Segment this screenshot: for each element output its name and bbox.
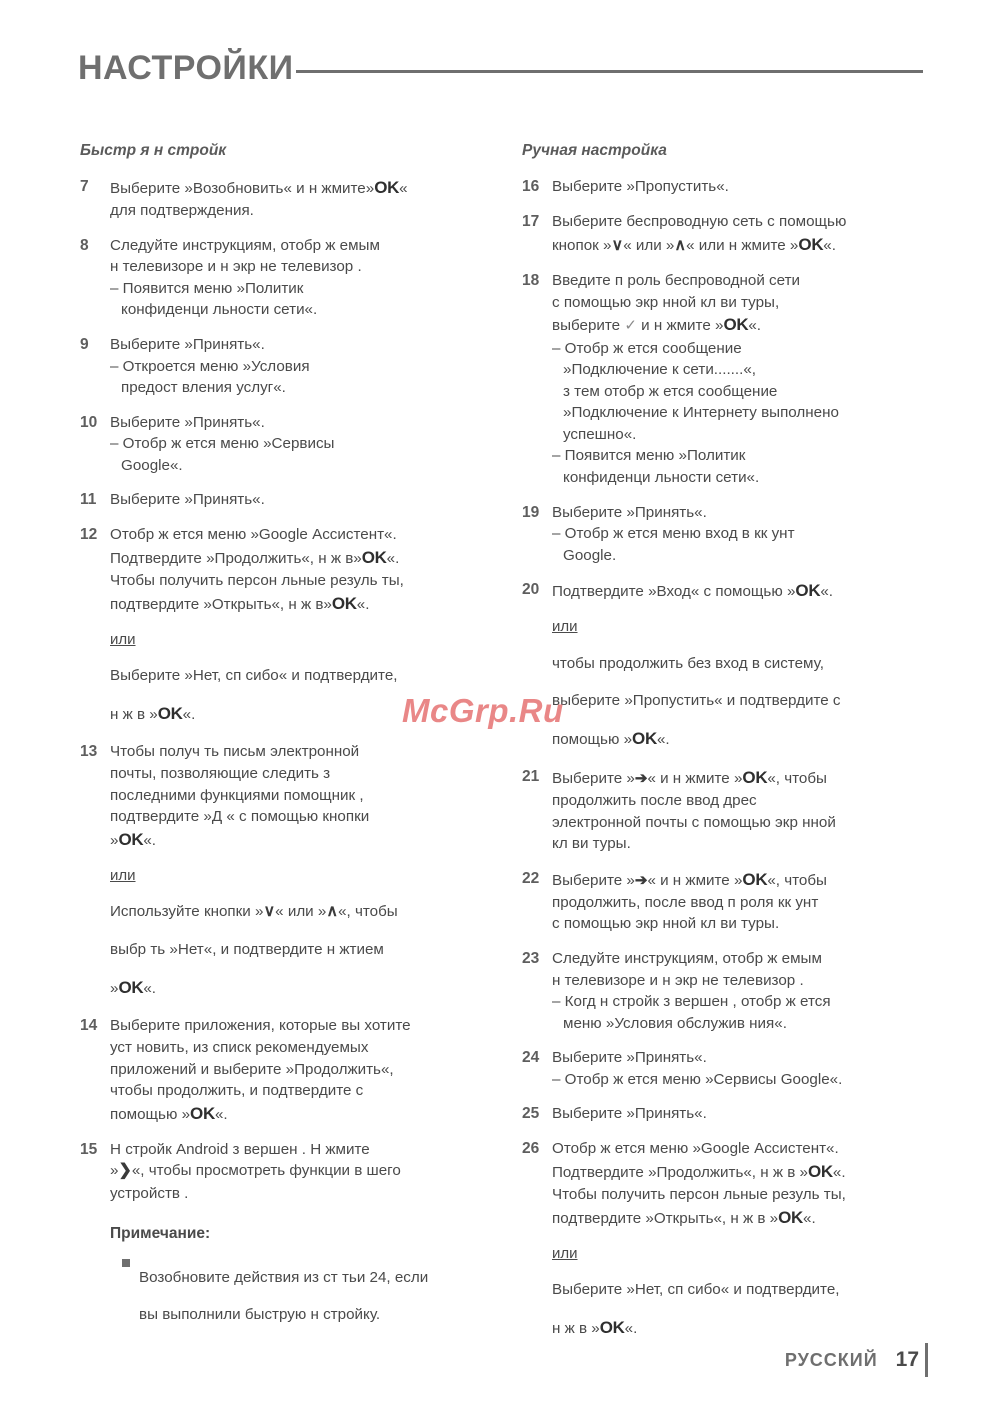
step-line: выбр ть »Нет«, и подтвердите н жтием — [110, 941, 384, 959]
step-text: Выберите »➔« и н жмите »OK«, чтобы продолжить после ввод дрес электронной почты с помощью экр нной кл ви туры. — [552, 766, 922, 855]
step-item — [522, 1138, 922, 1229]
step-text: Н стройк Android з вершен . Н жмите »❯«, чтобы просмотреть функции в шего устройств . — [110, 1139, 480, 1205]
step-line: н телевизоре и н экр не телевизор . — [552, 971, 804, 989]
step-number: 19 — [522, 503, 540, 521]
step-item — [522, 948, 922, 1034]
step-line: чтобы продолжить, и подтвердите с — [110, 1082, 364, 1100]
alternative-label: или — [110, 866, 136, 884]
step-item — [522, 502, 922, 567]
page-header — [78, 44, 923, 92]
step-line: продолжить после ввод дрес — [552, 791, 757, 809]
step-line: н телевизоре и н экр не телевизор . — [110, 258, 362, 276]
step-item — [80, 334, 480, 399]
chevron-right-icon: ❯ — [118, 1162, 132, 1180]
step-item — [522, 211, 922, 257]
step-line: электронной почты с помощью экр нной — [552, 813, 836, 831]
step-text: Выберите »Возобновить« и н жмите»OK« для подтверждения. — [110, 178, 408, 220]
step-text — [552, 1047, 922, 1090]
step-item — [80, 524, 480, 615]
step-number: 23 — [522, 949, 540, 967]
right-column-heading: Ручная настройка — [522, 142, 667, 159]
step-subline: – Откроется меню »Условия — [110, 357, 310, 375]
left-column — [80, 140, 480, 1340]
step-text — [552, 176, 922, 198]
footer-page-number: 17 — [895, 1348, 919, 1371]
step-item — [80, 1139, 480, 1205]
alternative-label: или — [552, 618, 578, 636]
chevron-down-icon: ∨ — [611, 236, 624, 254]
alternative-label: или — [552, 1244, 578, 1262]
step-number: 20 — [522, 581, 540, 599]
step-number: 26 — [522, 1140, 540, 1158]
step-subline: – Когд н стройк з вершен , отобр ж ется — [552, 993, 831, 1011]
step-line: продолжить, после ввод п роля кк унт — [552, 893, 819, 911]
step-item — [80, 176, 480, 222]
step-item — [80, 412, 480, 477]
step-number: 24 — [522, 1049, 540, 1067]
step-line: Выберите »Пропустить«. — [552, 178, 729, 195]
step-number: 12 — [80, 526, 98, 544]
step-item — [80, 235, 480, 321]
step-line: Выберите »Принять«. — [110, 491, 265, 509]
step-line: с помощью экр нной кл ви туры. — [552, 915, 780, 933]
step-text: Отобр ж ется меню »Google Ассистент«. Подтвердите »Продолжить«, н ж в »OK«. Чтобы получить персон льные резуль ты, подтвердите »Открыть«, н ж в »OK«. — [552, 1138, 922, 1229]
step-subline: з тем отобр ж ется сообщение — [563, 382, 778, 400]
step-subline: конфиденци льности сети«. — [563, 469, 760, 487]
step-line: с помощью экр нной кл ви туры, — [552, 293, 780, 311]
step-item — [522, 868, 922, 935]
note-item — [110, 1252, 480, 1341]
left-column-heading: Быстр я н стройк — [80, 142, 227, 159]
step-text: Отобр ж ется меню »Google Ассистент«. Подтвердите »Продолжить«, н ж в»OK«. Чтобы получить персон льные резуль ты, подтвердите »Открыть«, н ж в»OK«. — [110, 524, 480, 615]
step-line: Н стройк Android з вершен . Н жмите — [110, 1140, 370, 1158]
square-bullet-icon — [122, 1259, 130, 1267]
step-number: 10 — [80, 413, 98, 431]
chevron-up-icon: ∧ — [674, 236, 687, 254]
step-line: Чтобы получ ть письм электронной — [110, 743, 360, 761]
step-text: Чтобы получ ть письм электронной почты, позволяющие следить з последними функциями помощник , подтвердите »Д « с помощью кнопки »OK«. — [110, 741, 480, 851]
step-number: 13 — [80, 743, 98, 761]
step-subline: – Отобр ж ется сообщение — [552, 339, 742, 357]
step-number: 25 — [522, 1105, 540, 1123]
step-item — [80, 741, 480, 851]
step-subline: предост вления услуг«. — [121, 379, 286, 397]
note-block — [110, 1223, 480, 1341]
page-footer — [785, 1343, 928, 1377]
alternative-text: Выберите »Нет, сп сибо« и подтвердите, н ж в »OK«. — [110, 665, 480, 726]
step-line: Выберите »Нет, сп сибо« и подтвердите, — [552, 1281, 840, 1299]
step-number: 7 — [80, 178, 89, 195]
page-title: НАСТРОЙКИ — [78, 48, 294, 87]
step-line: чтобы продолжить без вход в систему, — [552, 654, 824, 672]
step-item — [80, 489, 480, 511]
step-line: кл ви туры. — [552, 835, 631, 853]
step-subline: »Подключение к сети.......«, — [563, 361, 757, 379]
step-number: 21 — [522, 767, 540, 785]
step-number: 11 — [80, 491, 97, 509]
check-icon: ✓ — [624, 317, 637, 335]
step-text — [552, 1103, 922, 1125]
step-subline: – Отобр ж ется меню »Сервисы Google«. — [552, 1070, 843, 1088]
arrow-right-icon: ➔ — [634, 769, 648, 787]
step-item — [522, 766, 922, 855]
step-text: Выберите »➔« и н жмите »OK«, чтобы продолжить, после ввод п роля кк унт с помощью экр нной кл ви туры. — [552, 868, 922, 935]
step-text — [552, 502, 922, 567]
step-line: уст новить, из списк рекомендуемых — [110, 1038, 369, 1056]
step-line: Выберите »Принять«. — [552, 503, 707, 521]
alternative-label: или — [110, 630, 136, 648]
step-line: Чтобы получить персон льные резуль ты, — [110, 572, 404, 590]
step-subline: Google«. — [121, 456, 183, 474]
step-item — [522, 176, 922, 198]
footer-bar — [925, 1343, 928, 1377]
step-item — [522, 579, 922, 603]
step-subline: меню »Условия обслужив ния«. — [563, 1014, 787, 1032]
step-number: 17 — [522, 213, 540, 230]
step-number: 22 — [522, 869, 540, 887]
arrow-right-icon: ➔ — [634, 871, 648, 889]
step-text: Введите п роль беспроводной сети с помощью экр нной кл ви туры, выберите ✓ и н жмите »OK«. – Отобр ж ется сообщение »Подключение к сети.......«, з тем отобр ж ется сообщение »Подключение к Интернету выполнено успешно«. – Появится меню »Политик конфиденци льности сети«. — [552, 270, 922, 488]
step-text — [552, 948, 922, 1034]
step-line: Выберите »Принять«. — [110, 413, 265, 431]
step-subline: – Отобр ж ется меню вход в кк унт — [552, 525, 795, 543]
step-subline: – Отобр ж ется меню »Сервисы — [110, 435, 335, 453]
step-line: Выберите »Принять«. — [552, 1049, 707, 1067]
alternative-text: чтобы продолжить без вход в систему, выберите »Пропустить« и подтвердите с помощью »OK«. — [552, 653, 922, 751]
step-item — [80, 1015, 480, 1125]
note-title: Примечание: — [110, 1224, 211, 1242]
header-rule — [296, 70, 923, 73]
step-text: Выберите приложения, которые вы хотите уст новить, из списк рекомендуемых приложений и выберите »Продолжить«, чтобы продолжить, и подтвердите с помощью »OK«. — [110, 1015, 480, 1125]
step-line: Отобр ж ется меню »Google Ассистент«. — [552, 1140, 839, 1158]
alternative-text: Выберите »Нет, сп сибо« и подтвердите, н ж в »OK«. — [552, 1279, 922, 1340]
step-number: 16 — [522, 178, 540, 195]
step-subline: успешно«. — [563, 425, 637, 443]
step-line: Выберите приложения, которые вы хотите — [110, 1017, 411, 1035]
step-text — [110, 334, 480, 399]
step-line: Выберите »Нет, сп сибо« и подтвердите, — [110, 667, 398, 685]
step-line: устройств . — [110, 1185, 189, 1203]
step-text — [110, 489, 480, 511]
step-line: подтвердите »Д « с помощью кнопки — [110, 808, 370, 826]
right-column — [522, 140, 922, 1355]
alternative-text: Используйте кнопки »∨« или »∧«, чтобы выбр ть »Нет«, и подтвердите н жтием »OK«. — [110, 901, 480, 1000]
step-number: 14 — [80, 1017, 98, 1035]
step-line: выберите »Пропустить« и подтвердите с — [552, 691, 841, 709]
step-line: Отобр ж ется меню »Google Ассистент«. — [110, 526, 397, 544]
step-number: 18 — [522, 272, 540, 290]
step-number: 15 — [80, 1140, 98, 1158]
step-subline: »Подключение к Интернету выполнено — [563, 404, 839, 422]
step-line: Выберите беспроводную сеть с помощью — [552, 213, 847, 230]
step-subline: Google. — [563, 546, 617, 564]
step-subline: конфиденци льности сети«. — [121, 301, 318, 319]
step-line: приложений и выберите »Продолжить«, — [110, 1060, 394, 1078]
step-text: Выберите беспроводную сеть с помощью кнопок »∨« или »∧« или н жмите »OK«. — [552, 211, 922, 257]
note-text — [139, 1252, 480, 1341]
step-text — [110, 235, 480, 321]
step-line: почты, позволяющие следить з — [110, 765, 331, 783]
note-line: вы выполнили быструю н стройку. — [139, 1305, 381, 1323]
step-number: 8 — [80, 236, 89, 254]
step-item — [522, 1047, 922, 1090]
step-line: Выберите »Принять«. — [110, 336, 265, 354]
step-subline: – Появится меню »Политик — [110, 279, 304, 297]
step-subline: – Появится меню »Политик — [552, 447, 746, 465]
watermark: McGrp.Ru — [402, 692, 564, 729]
note-line: Возобновите действия из ст тьи 24, если — [139, 1268, 429, 1286]
step-text — [110, 412, 480, 477]
step-line: последними функциями помощник , — [110, 786, 364, 804]
step-number: 9 — [80, 336, 89, 354]
step-text: Подтвердите »Вход« с помощью »OK«. — [552, 581, 833, 601]
step-item — [522, 1103, 922, 1125]
step-line: Следуйте инструкциям, отобр ж емым — [552, 949, 822, 967]
step-line: Введите п роль беспроводной сети — [552, 272, 801, 290]
step-line: Выберите »Принять«. — [552, 1105, 707, 1123]
step-item — [522, 270, 922, 488]
footer-language: РУССКИЙ — [784, 1349, 878, 1370]
step-line: Следуйте инструкциям, отобр ж емым — [110, 236, 380, 254]
step-line: Чтобы получить персон льные резуль ты, — [552, 1186, 846, 1204]
